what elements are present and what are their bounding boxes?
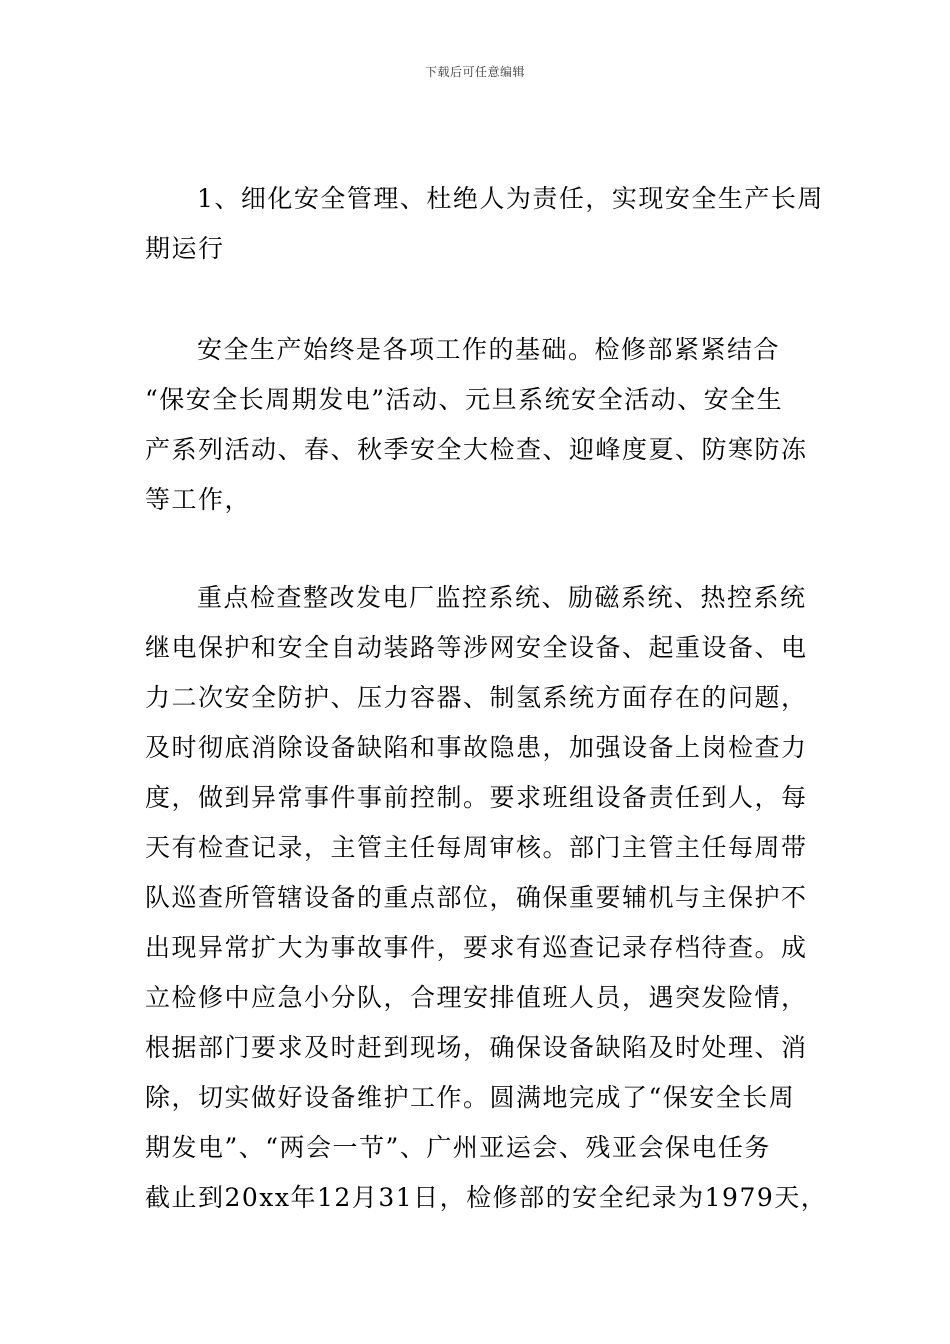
paragraph-intro <box>145 325 810 525</box>
paragraph-line: 立检修中应急小分队，合理安排值班人员，遇突发险情， <box>145 983 808 1012</box>
paragraph-line: 安全生产始终是各项工作的基础。检修部紧紧结合 <box>197 335 781 364</box>
paragraph-line: 期发电”、“两会一节”、广州亚运会、残亚会保电任务 <box>145 1133 771 1162</box>
heading-line: 期运行 <box>145 234 225 263</box>
paragraph-line: 除，切实做好设备维护工作。圆满地完成了“保安全长周 <box>145 1083 796 1112</box>
page-header: 下载后可任意编辑 <box>424 65 525 79</box>
heading-line: 1、细化安全管理、杜绝人为责任，实现安全生产长周 <box>197 184 824 213</box>
paragraph-line: 力二次安全防护、压力容器、制氢系统方面存在的问题， <box>145 683 808 712</box>
paragraph-line: 出现异常扩大为事故事件，要求有巡查记录存档待查。成 <box>145 933 808 962</box>
paragraph-inspection <box>145 573 828 1223</box>
paragraph-line: 队巡查所管辖设备的重点部位，确保重要辅机与主保护不 <box>145 883 808 912</box>
paragraph-line: 天有检查记录，主管主任每周审核。部门主管主任每周带 <box>145 833 808 862</box>
paragraph-line: 等工作， <box>145 485 252 514</box>
paragraph-line: 继电保护和安全自动装路等涉网安全设备、起重设备、电 <box>145 633 808 662</box>
paragraph-line: 产系列活动、春、秋季安全大检查、迎峰度夏、防寒防冻 <box>145 435 808 464</box>
paragraph-line: 根据部门要求及时赶到现场，确保设备缺陷及时处理、消 <box>145 1033 808 1062</box>
paragraph-line: 及时彻底消除设备缺陷和事故隐患，加强设备上岗检查力 <box>145 733 808 762</box>
paragraph-line: 截止到20xx年12月31日，检修部的安全纪录为1979天， <box>145 1183 828 1212</box>
section-heading <box>145 174 824 274</box>
paragraph-line: 重点检查整改发电厂监控系统、励磁系统、热控系统 <box>197 583 807 612</box>
paragraph-line: 度，做到异常事件事前控制。要求班组设备责任到人，每 <box>145 783 808 812</box>
paragraph-line: “保安全长周期发电”活动、元旦系统安全活动、安全生 <box>145 385 784 414</box>
